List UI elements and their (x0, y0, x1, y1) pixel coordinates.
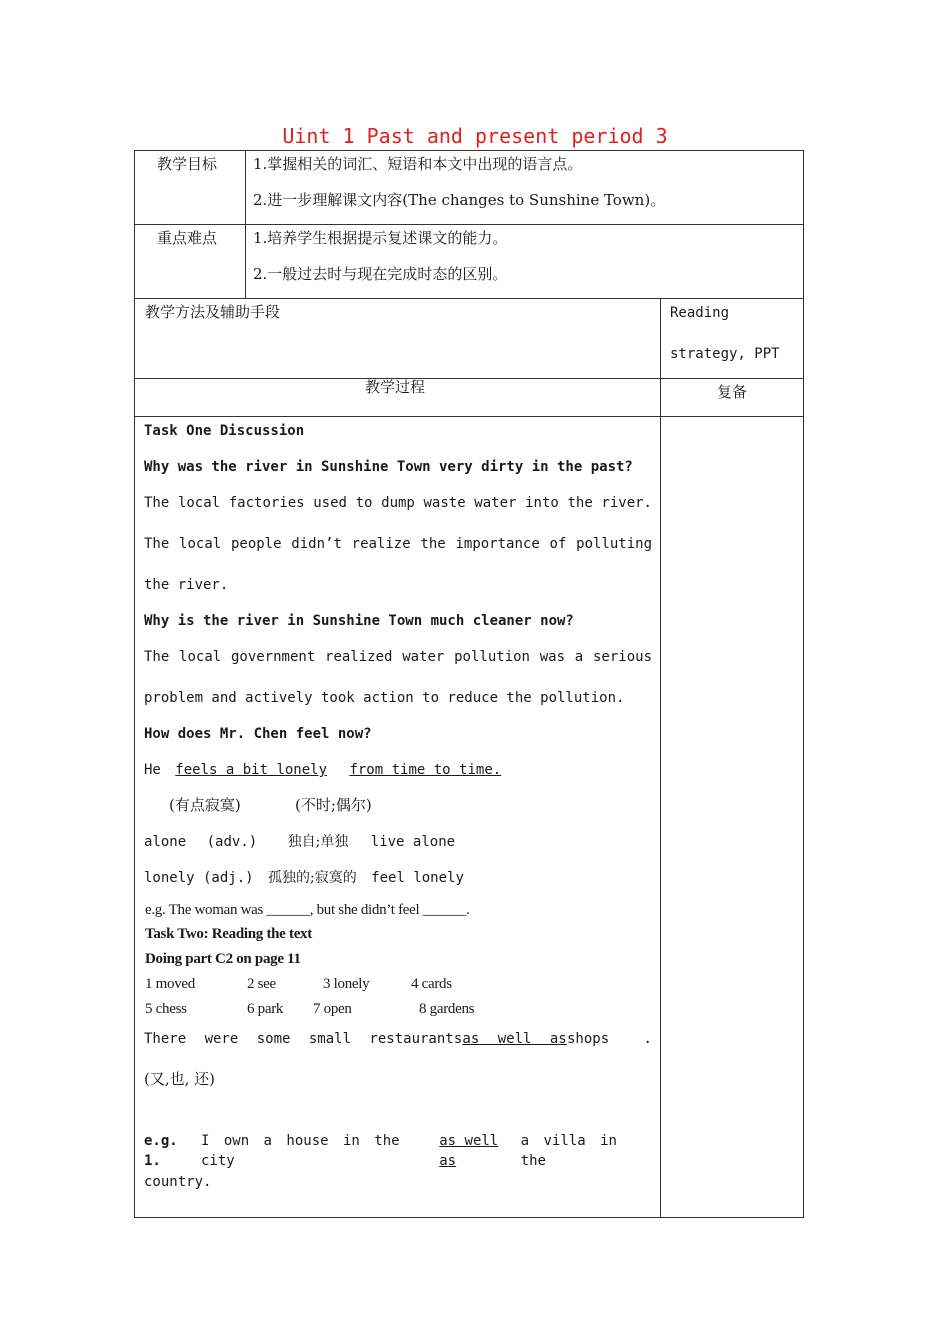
as-well-as-sentence (144, 1029, 652, 1049)
row-divider (135, 298, 803, 299)
answer-3-note-1: (有点寂寞) (169, 796, 241, 814)
phrase-from-time-to-time: from time to time. (349, 762, 502, 778)
answer-3 (144, 760, 501, 780)
answer-3-note-2: (不时;偶尔) (295, 796, 372, 814)
answer-1-line2: The local people didn’t realize the importance of polluting (144, 536, 652, 552)
alone-line (144, 832, 455, 852)
answer-6: 6 park (247, 1001, 284, 1017)
row-divider (135, 416, 803, 417)
answer-5: 5 chess (145, 1001, 187, 1017)
methods-value-line1: Reading (670, 305, 730, 321)
answer-1-line3: the river. (144, 577, 229, 593)
example-2-line2: country. (144, 1174, 212, 1190)
lesson-plan-table (134, 150, 804, 1218)
column-divider (660, 298, 661, 1217)
question-2: Why is the river in Sunshine Town much cleaner now? (144, 613, 574, 629)
column-divider (245, 151, 246, 298)
lonely-word: lonely (adj.) (144, 870, 254, 886)
lonely-example: feel lonely (371, 870, 464, 886)
objectives-label: 教学目标 (157, 155, 218, 173)
example-2-end: a villa in the (520, 1133, 617, 1169)
alone-example: live alone (370, 834, 456, 850)
alone-pos: (adv.) (206, 834, 258, 850)
phrase-feels-a-bit-lonely: feels a bit lonely (175, 762, 328, 778)
example-sentence: e.g. The woman was ______, but she didn’t feel ______. (145, 902, 470, 918)
answer-2: 2 see (247, 976, 276, 992)
example-2-start: I own a house in the city (200, 1133, 400, 1169)
difficulty-item-1: 1.培养学生根据提示复述课文的能力。 (253, 229, 508, 247)
question-1: Why was the river in Sunshine Town very dirty in the past? (144, 459, 633, 475)
alone-meaning: 独自;单独 (287, 834, 349, 850)
difficulty-item-2: 2.一般过去时与现在完成时态的区别。 (253, 265, 508, 283)
row-divider (135, 378, 803, 379)
lonely-meaning: 孤独的;寂寞的 (268, 870, 357, 886)
phrase-as-well-as-2: as well as (439, 1133, 499, 1169)
objective-item-2: 2.进一步理解课文内容(The changes to Sunshine Town)。 (253, 191, 666, 209)
answer-1: 1 moved (145, 976, 195, 992)
answer-1-line1: The local factories used to dump waste water into the river. (144, 495, 652, 511)
methods-value-line2: strategy, PPT (670, 346, 780, 362)
alone-word: alone (144, 834, 187, 850)
methods-label: 教学方法及辅助手段 (145, 303, 281, 321)
task-two-subheading: Doing part C2 on page 11 (145, 951, 301, 967)
difficulties-label: 重点难点 (157, 229, 218, 247)
example-2-label: e.g. 1. (144, 1133, 178, 1169)
task-two-heading: Task Two: Reading the text (145, 926, 312, 942)
answer-4: 4 cards (411, 976, 452, 992)
as-well-as-start: There were some small restaurants (144, 1031, 463, 1047)
answer-2-line1: The local government realized water pollution was a serious (144, 649, 652, 665)
row-divider (135, 224, 803, 225)
task-one-heading: Task One Discussion (144, 423, 305, 439)
answer-2-line2: problem and actively took action to reduce the pollution. (144, 690, 625, 706)
answer-3-word: 3 lonely (323, 976, 370, 992)
page-title: Uint 1 Past and present period 3 (282, 124, 668, 148)
question-3: How does Mr. Chen feel now? (144, 726, 372, 742)
as-well-as-end: shops . (566, 1031, 652, 1047)
phrase-as-well-as: as well as (462, 1031, 567, 1047)
process-header: 教学过程 (365, 378, 426, 396)
as-well-as-note: (又,也, 还) (144, 1070, 216, 1088)
answer-8: 8 gardens (419, 1001, 475, 1017)
example-2-line1 (144, 1131, 652, 1171)
answer-7: 7 open (313, 1001, 352, 1017)
prep-header: 复备 (717, 383, 748, 401)
objective-item-1: 1.掌握相关的词汇、短语和本文中出现的语言点。 (253, 155, 583, 173)
answer-3-prefix: He (144, 762, 161, 778)
lonely-line (144, 868, 464, 888)
